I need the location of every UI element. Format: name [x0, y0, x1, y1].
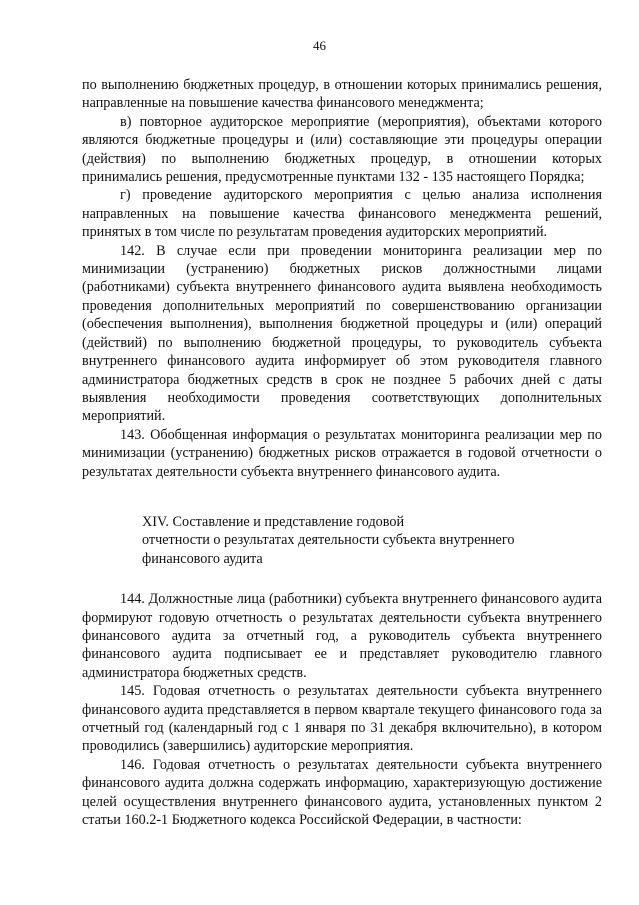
- heading-spacer: [82, 568, 602, 590]
- section-heading-line-2: отчетности о результатах деятельности субъекта внутреннего: [142, 532, 515, 549]
- paragraph-continuation: по выполнению бюджетных процедур, в отношении которых принимались решения, направленные на повышение качества финансового менеджмента;: [82, 77, 602, 112]
- paragraph-143: 143. Обобщенная информация о результатах мониторинга реализации мер по минимизации (устранению) бюджетных рисков отражается в годовой отчетности о результатах деятельности субъекта внутреннего финансового аудита.: [82, 426, 602, 480]
- paragraph-item-v: в) повторное аудиторское мероприятие (мероприятия), объектами которого являются бюджетные процедуры и (или) составляющие эти процедуры операции (действия) по выполнению бюджетных процедур, в отношении которых принимались решения, предусмотренные пунктами 132 - 135 настоящего Порядка;: [82, 113, 602, 186]
- page-number: 46: [313, 38, 326, 53]
- paragraph-144: 144. Должностные лица (работники) субъекта внутреннего финансового аудита формируют годовую отчетность о результатах деятельности субъекта внутреннего финансового аудита за отчетный год, а руководитель субъекта внутреннего финансового аудита подписывает ее и представляет руководителю главного администратора бюджетных средств.: [82, 591, 602, 681]
- paragraph-145: 145. Годовая отчетность о результатах деятельности субъекта внутреннего финансового аудита представляется в первом квартале текущего финансового года за отчетный год (календарный год с 1 января по 31 декабря включительно), в котором проводились (завершились) аудиторские мероприятия.: [82, 683, 602, 755]
- document-body: [82, 76, 602, 829]
- paragraph-142: 142. В случае если при проведении мониторинга реализации мер по минимизации (устранению) бюджетных рисков должностными лицами (работниками) субъекта внутреннего финансового аудита выявлена необходимость проведения дополнительных мероприятий по совершенствованию организации (обеспечения выполнения), выполнения бюджетной процедуры и (или) операций (действий) по выполнению бюджетной процедуры, то руководитель субъекта внутреннего финансового аудита информирует об этом руководителя главного администратора бюджетных средств в срок не позднее 5 рабочих дней с даты выявления необходимости проведения соответствующих дополнительных мероприятий.: [82, 242, 602, 425]
- paragraph-146: 146. Годовая отчетность о результатах деятельности субъекта внутреннего финансового аудита должна содержать информацию, характеризующую достижение целей осуществления внутреннего финансового аудита, установленных пунктом 2 статьи 160.2-1 Бюджетного кодекса Российской Федерации, в частности:: [82, 756, 602, 829]
- section-heading-line-3: финансового аудита: [142, 550, 263, 567]
- section-heading-line-1: XIV. Составление и представление годовой: [142, 513, 405, 530]
- paragraph-item-g: г) проведение аудиторского мероприятия с целью анализа исполнения направленных на повышение качества финансового менеджмента решений, принятых в том числе по результатам проведения аудиторских мероприятий.: [82, 187, 602, 241]
